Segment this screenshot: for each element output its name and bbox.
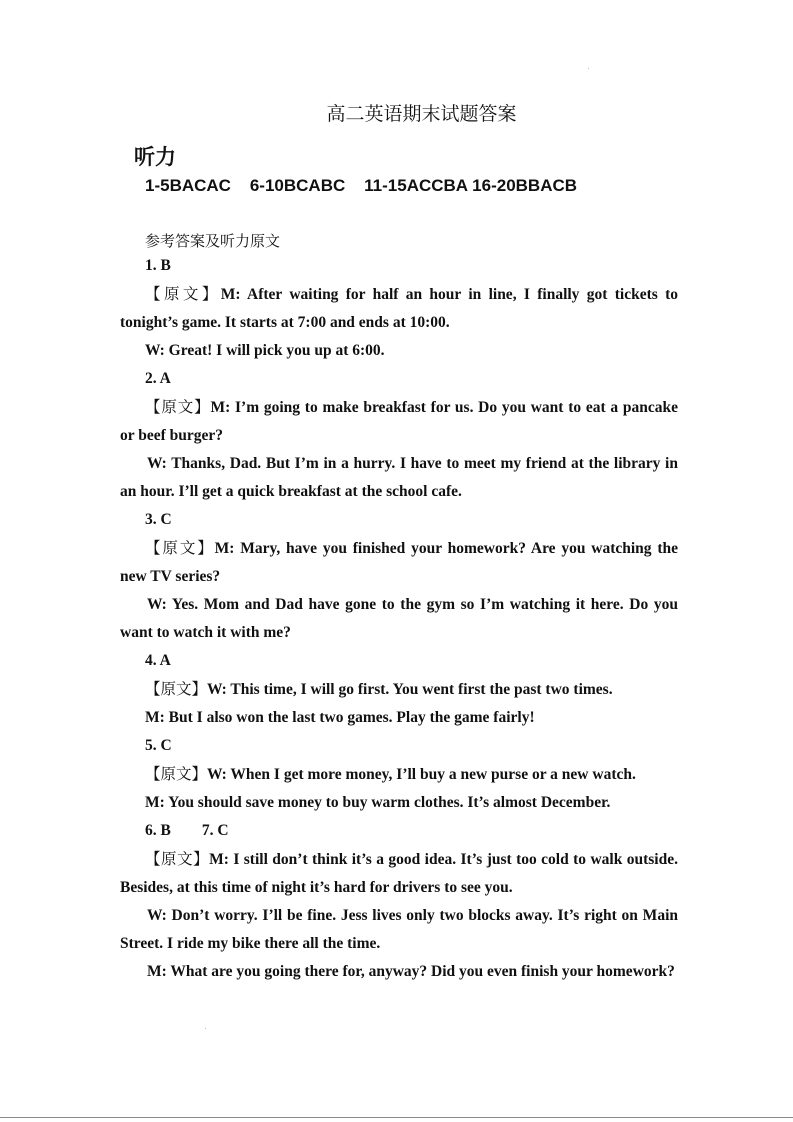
source-label: 【原文】 [145, 680, 208, 698]
source-label: 【原文】 [145, 285, 221, 303]
item-5-line-1: 【原文】W: When I get more money, I’ll buy a new purse or a new watch. [145, 765, 636, 783]
item-3-line-2: W: Yes. Mom and Dad have gone to the gym so I’m watching it here. Do you want to watch it with me? [120, 596, 678, 641]
speck-bottom [205, 1028, 206, 1029]
page-bottom-rule [0, 1117, 793, 1118]
item-6-7-line-1: 【原文】M: I still don’t think it’s a good idea. It’s just too cold to walk outside. Besides, at this time of night it’s hard for drivers to see you. [120, 850, 678, 896]
item-2-line-2: W: Thanks, Dad. But I’m in a hurry. I have to meet my friend at the library in an hour. I’ll get a quick breakfast at the school cafe. [120, 455, 678, 500]
item-5-line-2: M: You should save money to buy warm clothes. It’s almost December. [145, 794, 611, 811]
item-6-7-line-3: M: What are you going there for, anyway? Did you even finish your homework? [147, 963, 675, 980]
item-1-number: 1. B [145, 257, 171, 274]
document-title: 高二英语期末试题答案 [326, 103, 517, 125]
answer-key: 1-5BACAC 6-10BCABC 11-15ACCBA 16-20BBACB [145, 176, 578, 195]
item-2-line-1: 【原文】M: I’m going to make breakfast for us. Do you want to eat a pancake or beef burger? [120, 398, 678, 444]
reference-heading: 参考答案及听力原文 [145, 232, 281, 250]
item-3-number: 3. C [145, 511, 172, 528]
source-label: 【原文】 [145, 398, 211, 416]
item-6-7-number: 6. B 7. C [145, 822, 229, 839]
item-2-number: 2. A [145, 370, 171, 387]
item-1-line-1: 【原文】M: After waiting for half an hour in line, I finally got tickets to tonight’s game. It starts at 7:00 and ends at 10:00. [120, 285, 678, 331]
item-4-number: 4. A [145, 652, 171, 669]
item-5-number: 5. C [145, 737, 172, 754]
section-heading-listening: 听力 [134, 145, 176, 169]
source-label: 【原文】 [145, 850, 210, 868]
item-4-line-1: 【原文】W: This time, I will go first. You went first the past two times. [145, 680, 613, 698]
item-6-7-line-2: W: Don’t worry. I’ll be fine. Jess lives only two blocks away. It’s right on Main Street. I ride my bike there all the time. [120, 907, 678, 952]
source-label: 【原文】 [145, 765, 208, 783]
document-body [120, 252, 678, 986]
item-1-line-2: W: Great! I will pick you up at 6:00. [145, 342, 385, 359]
speck-top-right [588, 68, 589, 69]
source-label: 【原文】 [145, 539, 215, 557]
item-3-line-1: 【原文】M: Mary, have you finished your homework? Are you watching the new TV series? [120, 539, 678, 585]
item-4-line-2: M: But I also won the last two games. Play the game fairly! [145, 709, 535, 726]
